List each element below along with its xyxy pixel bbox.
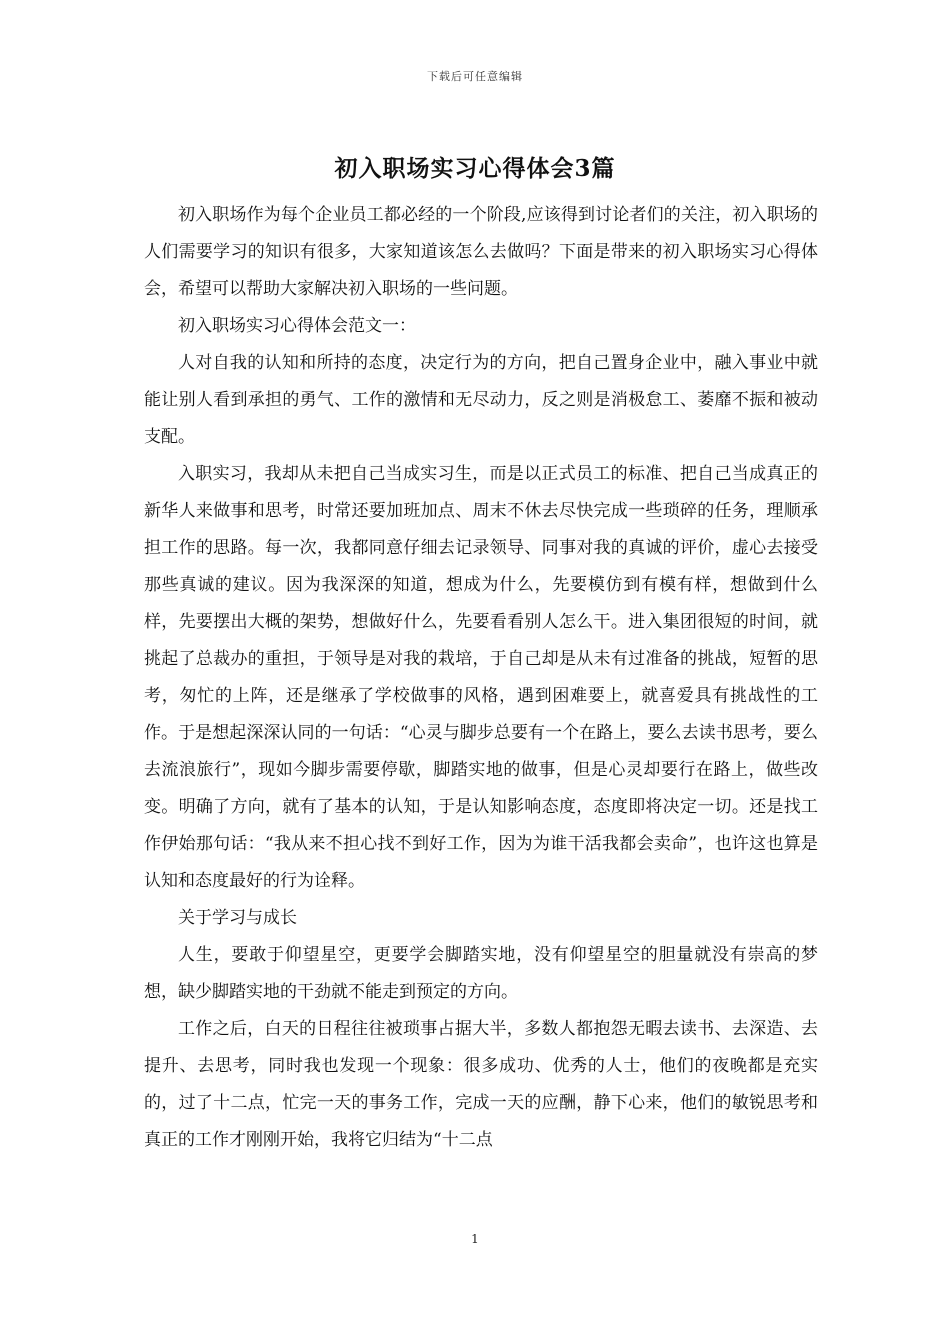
body-paragraph: 人对自我的认知和所持的态度，决定行为的方向，把自己置身企业中，融入事业中就能让别人看到承担的勇气、工作的激情和无尽动力，反之则是消极怠工、萎靡不振和被动支配。	[144, 353, 818, 447]
document-body	[144, 197, 818, 1159]
page-number: 1	[471, 1232, 479, 1246]
document-title: 初入职场实习心得体会3篇	[334, 155, 616, 182]
body-paragraph: 工作之后，白天的日程往往被琐事占据大半，多数人都抱怨无暇去读书、去深造、去提升、去思考，同时我也发现一个现象：很多成功、优秀的人士，他们的夜晚都是充实的，过了十二点，忙完一天的事务工作，完成一天的应酬，静下心来，他们的敏锐思考和真正的工作才刚刚开始，我将它归结为“十二点	[144, 1019, 818, 1150]
section-heading-learning: 关于学习与成长	[178, 908, 297, 928]
body-paragraph: 入职实习，我却从未把自己当成实习生，而是以正式员工的标准、把自己当成真正的新华人来做事和思考，时常还要加班加点、周末不休去尽快完成一些琐碎的任务，理顺承担工作的思路。每一次，我都同意仔细去记录领导、同事对我的真诚的评价，虚心去接受那些真诚的建议。因为我深深的知道，想成为什么，先要模仿到有模有样，想做到什么样，先要摆出大概的架势，想做好什么，先要看看别人怎么干。进入集团很短的时间，就挑起了总裁办的重担，于领导是对我的栽培，于自己却是从未有过准备的挑战，短暂的思考，匆忙的上阵，还是继承了学校做事的风格，遇到困难要上，就喜爱具有挑战性的工作。于是想起深深认同的一句话：“心灵与脚步总要有一个在路上，要么去读书思考，要么去流浪旅行”，现如今脚步需要停歇，脚踏实地的做事，但是心灵却要行在路上，做些改变。明确了方向，就有了基本的认知，于是认知影响态度，态度即将决定一切。还是找工作伊始那句话：“我从来不担心找不到好工作，因为为谁干活我都会卖命”，也许这也算是认知和态度最好的行为诠释。	[144, 464, 818, 891]
intro-paragraph: 初入职场作为每个企业员工都必经的一个阶段,应该得到讨论者们的关注，初入职场的人们需要学习的知识有很多，大家知道该怎么去做吗？下面是带来的初入职场实习心得体会，希望可以帮助大家解决初入职场的一些问题。	[144, 205, 818, 299]
section-heading-sample-one: 初入职场实习心得体会范文一：	[178, 316, 416, 336]
page-header-note: 下载后可任意编辑	[427, 70, 523, 83]
body-paragraph: 人生，要敢于仰望星空，更要学会脚踏实地，没有仰望星空的胆量就没有崇高的梦想，缺少脚踏实地的干劲就不能走到预定的方向。	[144, 945, 818, 1002]
